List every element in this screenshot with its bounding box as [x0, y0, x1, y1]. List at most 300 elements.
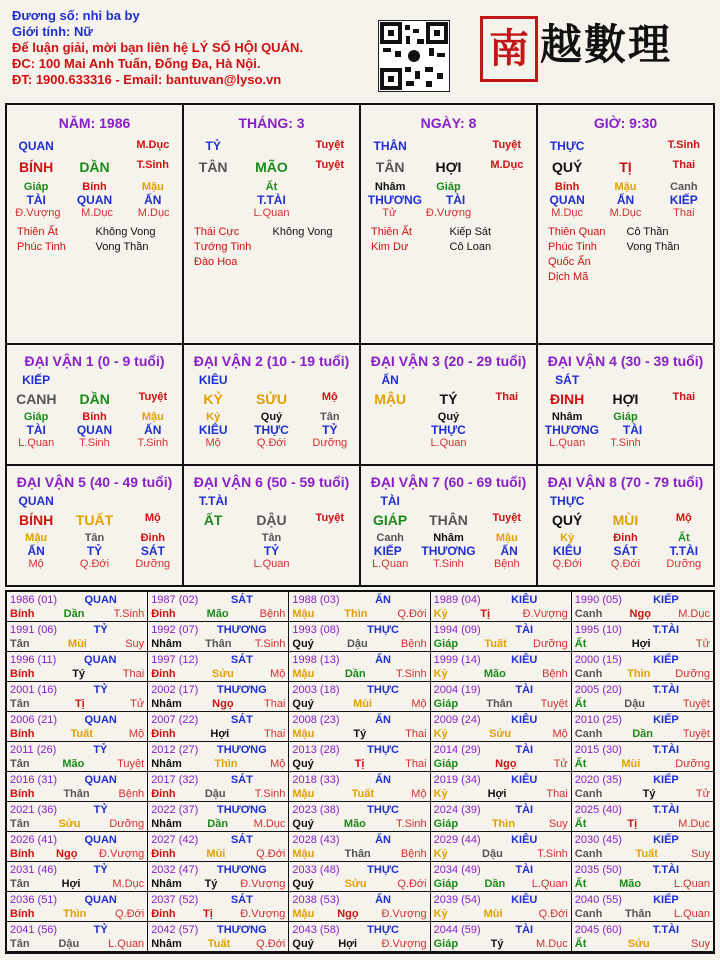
year-stage: Q.Đới [256, 938, 286, 950]
heavenly-stem: GIÁP [373, 512, 408, 528]
gender: Giới tính: Nữ [12, 24, 93, 39]
ten-god: KIÊU [198, 373, 228, 387]
year-branch: Tý [642, 788, 656, 800]
year-stage: M.Dục [536, 938, 568, 950]
hidden-god: TÀI [26, 423, 46, 437]
year-stem: Nhâm [151, 638, 182, 650]
year-stage: Thai [122, 668, 145, 680]
dai-van-god [7, 373, 182, 387]
ten-god: T.TÀI [652, 864, 680, 876]
year-bottom-line [575, 877, 710, 891]
ten-god: KIÊU [511, 714, 538, 726]
ten-god: KIẾP [653, 834, 679, 846]
year-stem: Đinh [151, 728, 176, 740]
ten-god: SÁT [230, 894, 253, 906]
heavenly-stem: TÂN [375, 159, 405, 175]
year-stem: Ất [574, 638, 587, 650]
year-top-line [434, 833, 568, 847]
year-label: 2042 (57) [151, 924, 199, 936]
year-branch: Dậu [482, 848, 503, 860]
year-stem: Canh [574, 608, 603, 620]
dai-van-title: ĐẠI VẬN 4 (30 - 39 tuổi) [547, 353, 704, 369]
hidden-stage [370, 437, 410, 449]
pillar-cell [538, 105, 713, 343]
hidden-stem [487, 411, 527, 423]
year-bottom-line [10, 847, 144, 861]
year-top-line [575, 683, 710, 697]
year-cell [289, 892, 430, 922]
year-cell [7, 802, 148, 832]
earthly-branch: DẦN [79, 159, 110, 175]
year-label: 2026 (41) [10, 834, 58, 846]
year-branch: Mùi [483, 908, 503, 920]
year-stage: Mộ [552, 728, 568, 740]
hidden-gods-line [361, 423, 536, 437]
year-branch: Mùi [621, 758, 641, 770]
year-cell [431, 622, 572, 652]
year-cell [289, 712, 430, 742]
pillar-title: NĂM: 1986 [58, 115, 131, 131]
year-stem: Quý [292, 638, 314, 650]
year-branch: Mão [483, 668, 506, 680]
year-top-line [292, 863, 426, 877]
hidden-stem: Giáp [436, 181, 461, 193]
year-branch: Thân [205, 638, 232, 650]
year-stage: M.Dục [678, 818, 710, 830]
year-top-line [434, 683, 568, 697]
year-label: 2036 (51) [10, 894, 58, 906]
hidden-stems-line [538, 532, 713, 544]
year-cell [289, 682, 430, 712]
top-stage: T.Sinh [667, 139, 700, 151]
year-bottom-line [10, 817, 144, 831]
year-stem: Kỷ [433, 908, 448, 920]
year-label: 2001 (16) [10, 684, 58, 696]
dai-van-cell [538, 466, 713, 585]
hidden-gods-line [184, 193, 359, 207]
hidden-stage [487, 437, 527, 449]
dai-van-cell [7, 466, 184, 585]
hidden-stem [310, 181, 350, 193]
ten-god: T.TÀI [198, 494, 228, 508]
year-bottom-line [434, 937, 568, 951]
life-stage: Tuyệt [315, 512, 345, 524]
year-bottom-line [292, 637, 426, 651]
year-stage: Đ.Vượng [381, 938, 427, 950]
hidden-stem: Mậu [614, 181, 637, 193]
year-branch: Dậu [58, 938, 80, 950]
ten-god: THỰC [367, 744, 399, 756]
year-stem: Kỷ [433, 608, 448, 620]
year-stem: Đinh [151, 848, 176, 860]
dai-van-row-1 [7, 345, 713, 466]
year-bottom-line [434, 817, 568, 831]
year-label: 2029 (44) [433, 834, 481, 846]
year-label: 2013 (28) [292, 744, 340, 756]
star-item: Cô Thần [626, 226, 669, 238]
year-stem: Nhâm [151, 938, 182, 950]
year-branch: Tý [72, 668, 86, 680]
ten-god: KIÊU [511, 894, 538, 906]
year-stem: Tân [10, 638, 30, 650]
year-cell [572, 592, 713, 622]
life-stage: Mộ [321, 391, 338, 403]
year-label: 1989 (04) [433, 594, 481, 606]
hidden-stage: Q.Đới [552, 558, 582, 570]
hidden-stem: Ất [678, 532, 690, 544]
year-stage: Thai [405, 728, 427, 740]
year-branch: Ngọ [495, 758, 517, 770]
hidden-gods-line [361, 544, 536, 558]
year-stage: Bệnh [400, 848, 427, 860]
ten-god: THỰC [549, 139, 585, 153]
hidden-god [489, 193, 529, 207]
year-cell [7, 862, 148, 892]
year-top-line [151, 593, 285, 607]
year-top-line [434, 893, 568, 907]
year-label: 2044 (59) [433, 924, 481, 936]
ten-god: QUAN [84, 774, 117, 786]
year-stem: Kỷ [433, 788, 448, 800]
ten-god: T.TÀI [652, 684, 680, 696]
year-stage: Bệnh [542, 668, 568, 680]
year-stage: Mộ [270, 758, 286, 770]
dai-van-god [184, 494, 359, 508]
year-bottom-line [292, 907, 426, 921]
hidden-stem: Mậu [25, 532, 48, 544]
year-cell [289, 832, 430, 862]
star-item: Quốc Ấn [548, 256, 591, 268]
ten-god: ẤN [375, 774, 391, 786]
year-cell [7, 892, 148, 922]
year-top-line [151, 863, 285, 877]
year-top-line [292, 713, 426, 727]
spacer [605, 494, 645, 508]
year-top-line [151, 713, 285, 727]
year-stage: Suy [125, 638, 145, 650]
hidden-stem: Nhâm [374, 181, 406, 193]
spacer [664, 373, 704, 387]
year-stem: Giáp [433, 698, 459, 710]
year-cell [7, 682, 148, 712]
year-bottom-line [292, 817, 426, 831]
year-branch: Ngọ [212, 698, 234, 710]
year-stage: T.Sinh [254, 638, 286, 650]
year-cell [289, 742, 430, 772]
year-label: 2035 (50) [574, 864, 622, 876]
year-bottom-line [151, 937, 285, 951]
year-stage: Đ.Vượng [99, 848, 145, 860]
heavenly-stem: BÍNH [19, 159, 54, 175]
star-item: Dịch Mã [548, 271, 589, 283]
year-branch: Dậu [204, 788, 226, 800]
year-stem: Giáp [433, 818, 459, 830]
ten-god: ẤN [375, 894, 391, 906]
shensha-stars [184, 219, 359, 270]
year-branch: Thìn [63, 908, 87, 920]
year-bottom-line [434, 607, 568, 621]
pillar-top-line [361, 139, 536, 153]
year-stage: L.Quan [108, 938, 145, 950]
earthly-branch: THÂN [429, 512, 468, 528]
year-top-line [10, 803, 144, 817]
ten-god: KIÊU [511, 594, 538, 606]
year-branch: Tuất [351, 788, 375, 800]
dai-van-stem-branch [184, 391, 359, 407]
hidden-stage: L.Quan [549, 437, 586, 449]
year-stage: Suy [691, 938, 710, 950]
year-branch: Hợi [61, 878, 81, 890]
year-stem: Mậu [292, 728, 315, 740]
year-top-line [10, 683, 144, 697]
dai-van-title: ĐẠI VẬN 3 (20 - 29 tuổi) [370, 353, 527, 369]
hidden-stems-line [7, 532, 182, 544]
hidden-stage: Đ.Vượng [425, 207, 472, 219]
year-stage: Tuyệt [540, 698, 568, 710]
year-stem: Nhâm [151, 878, 182, 890]
year-label: 1988 (03) [292, 594, 340, 606]
hidden-god [193, 544, 233, 558]
year-cell [7, 742, 148, 772]
hidden-god: THƯƠNG [367, 193, 422, 207]
year-bottom-line [151, 907, 285, 921]
year-label: 2005 (20) [574, 684, 622, 696]
year-bottom-line [151, 817, 285, 831]
ten-god: KIẾP [22, 373, 51, 387]
ten-god: TỶ [205, 139, 221, 153]
spacer [664, 494, 704, 508]
spacer [428, 139, 468, 153]
hidden-stem: Bính [554, 181, 580, 193]
year-stem: Đinh [151, 668, 176, 680]
year-stage: T.Sinh [396, 818, 427, 830]
year-stem: Giáp [433, 758, 459, 770]
ten-god: SÁT [230, 594, 253, 606]
hidden-stages-line [361, 558, 536, 570]
hidden-stem: Mậu [141, 181, 164, 193]
year-top-line [151, 653, 285, 667]
year-branch: Thân [624, 908, 652, 920]
year-cell [431, 652, 572, 682]
year-stage: Thai [405, 758, 427, 770]
year-label: 2003 (18) [292, 684, 340, 696]
year-stage: Tuyệt [117, 758, 145, 770]
year-branch: Thìn [627, 668, 651, 680]
year-stem: Ất [574, 698, 587, 710]
pillar-top-line [538, 139, 713, 153]
year-stage: Dưỡng [533, 638, 568, 650]
year-branch: Dậu [624, 698, 646, 710]
year-label: 2002 (17) [151, 684, 199, 696]
year-label: 1999 (14) [433, 654, 481, 666]
hidden-stage: L.Quan [253, 558, 290, 570]
year-label: 1992 (07) [151, 624, 199, 636]
hidden-stage: T.Sinh [79, 437, 110, 449]
year-stage: Bệnh [400, 638, 427, 650]
year-branch: Hợi [631, 638, 651, 650]
hidden-stem: Nhâm [551, 411, 583, 423]
hidden-stage: Dưỡng [312, 437, 348, 449]
hidden-stage: M.Dục [551, 207, 584, 219]
hidden-god: KIÊU [198, 423, 228, 437]
star-item: Vong Thần [626, 241, 680, 253]
spacer [310, 373, 350, 387]
ten-god: T.TÀI [652, 744, 680, 756]
year-bottom-line [434, 697, 568, 711]
year-top-line [575, 923, 710, 937]
ten-god: TÀI [515, 624, 534, 636]
year-branch: Hợi [487, 788, 507, 800]
hidden-stages-line [538, 207, 713, 219]
year-bottom-line [575, 607, 710, 621]
year-branch: Thân [344, 848, 371, 860]
spacer [251, 373, 291, 387]
hidden-god [487, 423, 527, 437]
year-top-line [10, 893, 144, 907]
ten-god: T.TÀI [652, 624, 680, 636]
year-top-line [575, 593, 710, 607]
year-cell [289, 652, 430, 682]
ten-god: TÀI [380, 494, 400, 508]
year-top-line [575, 743, 710, 757]
hidden-stage: Dưỡng [666, 558, 702, 570]
hidden-stems-line [361, 181, 536, 193]
shensha-stars [538, 219, 713, 285]
year-bottom-line [10, 787, 144, 801]
year-top-line [434, 713, 568, 727]
hidden-stem [310, 532, 350, 544]
year-label: 2000 (15) [574, 654, 622, 666]
star-item: Phúc Tinh [17, 241, 66, 253]
life-stage: T.Sinh [136, 159, 169, 171]
year-branch: Thìn [344, 608, 368, 620]
hidden-stem [664, 411, 704, 423]
year-top-line [10, 743, 144, 757]
year-bottom-line [575, 817, 710, 831]
hidden-god [310, 193, 350, 207]
year-top-line [434, 863, 568, 877]
year-top-line [10, 653, 144, 667]
year-bottom-line [292, 667, 426, 681]
year-label: 2014 (29) [433, 744, 481, 756]
year-stem: Mậu [292, 668, 315, 680]
stars-right [96, 225, 175, 255]
year-cell [148, 652, 289, 682]
year-branch: Thân [63, 788, 90, 800]
year-top-line [151, 893, 285, 907]
year-branch: Dậu [346, 638, 368, 650]
year-bottom-line [10, 637, 144, 651]
ten-god: THƯƠNG [217, 684, 267, 696]
year-label: 2015 (30) [574, 744, 622, 756]
year-stem: Giáp [433, 638, 459, 650]
star-item: Không Vong [272, 226, 333, 238]
year-cell [148, 772, 289, 802]
stars-left [371, 225, 450, 255]
contact-line: Để luận giải, mời bạn liên hệ LÝ SỐ HỘI QUÁN. [12, 40, 303, 55]
hidden-stages-line [361, 207, 536, 219]
year-stage: L.Quan [673, 878, 710, 890]
year-stem: Kỷ [433, 848, 448, 860]
earthly-branch: TUẤT [75, 512, 114, 528]
year-label: 1995 (10) [574, 624, 622, 636]
dai-van-cell [7, 345, 184, 464]
year-stem: Quý [292, 818, 314, 830]
ten-god: THƯƠNG [217, 624, 267, 636]
year-top-line [151, 833, 285, 847]
hidden-gods-line [538, 423, 713, 437]
hidden-stem: Mậu [141, 411, 164, 423]
ten-god: T.TÀI [652, 804, 680, 816]
year-bottom-line [10, 877, 144, 891]
hidden-stage: T.Sinh [610, 437, 641, 449]
dai-van-row-2 [7, 466, 713, 585]
year-cell [572, 922, 713, 952]
dai-van-cell [538, 345, 713, 464]
stars-right [627, 225, 706, 285]
year-cell [431, 892, 572, 922]
year-bottom-line [434, 637, 568, 651]
year-stage: Tử [695, 638, 710, 650]
dai-van-cell [184, 466, 361, 585]
year-bottom-line [10, 667, 144, 681]
hidden-gods-line [184, 423, 359, 437]
year-stage: Mộ [411, 698, 427, 710]
year-top-line [10, 833, 144, 847]
dai-van-stem-branch [538, 512, 713, 528]
ten-god: TÀI [515, 924, 534, 936]
qr-code-icon [378, 20, 450, 92]
year-stem: Bính [10, 848, 35, 860]
year-label: 2024 (39) [433, 804, 481, 816]
year-branch: Dần [484, 878, 506, 890]
earthly-branch: HỢI [612, 391, 639, 407]
year-stem: Canh [574, 908, 603, 920]
hidden-god: TÀI [445, 193, 466, 207]
year-bottom-line [151, 877, 285, 891]
year-label: 1986 (01) [10, 594, 58, 606]
four-pillars-row [7, 105, 713, 345]
ten-god: KIẾP [653, 894, 679, 906]
year-label: 2037 (52) [151, 894, 199, 906]
hidden-god: KIÊU [552, 544, 582, 558]
earthly-branch: HỢI [435, 159, 462, 175]
year-label: 2006 (21) [10, 714, 58, 726]
life-stage: Tuyệt [315, 159, 345, 171]
hidden-stems-line [7, 181, 182, 193]
year-cell [148, 712, 289, 742]
hidden-gods-line [7, 544, 182, 558]
dai-van-stem-branch [7, 512, 182, 528]
year-branch: Hợi [210, 728, 230, 740]
year-cell [431, 802, 572, 832]
year-stage: Đ.Vượng [381, 908, 427, 920]
year-label: 2009 (24) [433, 714, 481, 726]
hidden-stems-line [184, 532, 359, 544]
hidden-god: TÀI [26, 193, 46, 207]
year-stage: Đ.Vượng [240, 908, 286, 920]
year-cell [148, 892, 289, 922]
hidden-stage: Đ.Vượng [15, 207, 61, 219]
pillar-stem-branch-line [184, 159, 359, 175]
year-cell [572, 622, 713, 652]
year-bottom-line [434, 907, 568, 921]
year-bottom-line [575, 667, 710, 681]
hidden-stage: L.Quan [253, 207, 290, 219]
year-cell [148, 922, 289, 952]
hidden-stem: Bính [82, 411, 107, 423]
year-cell [572, 652, 713, 682]
